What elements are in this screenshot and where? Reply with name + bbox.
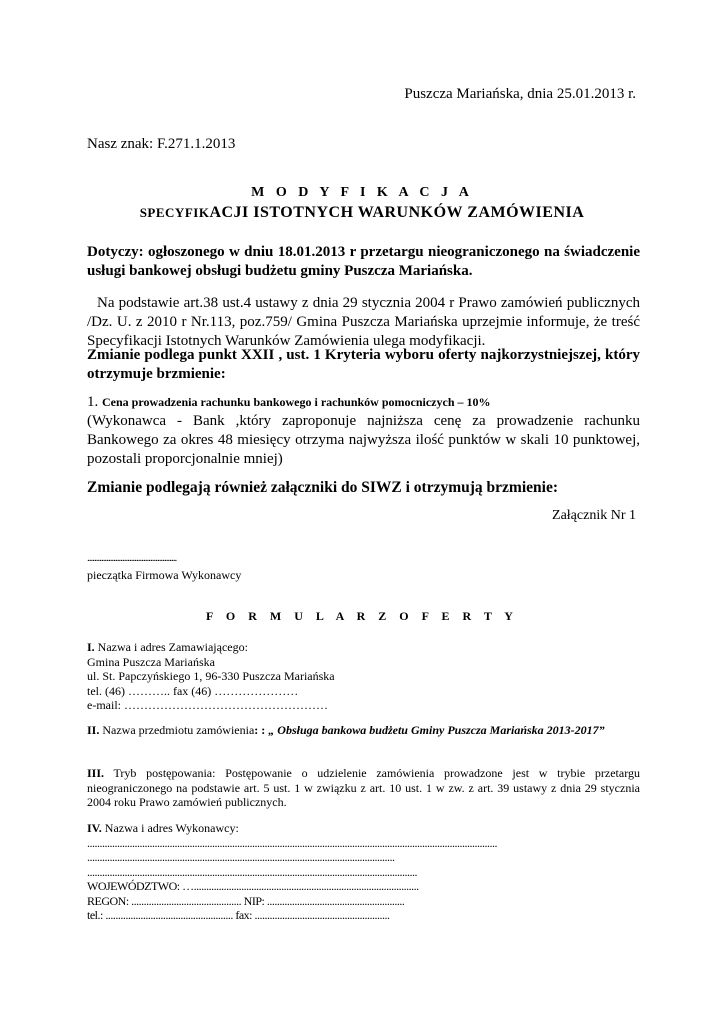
basis-text: Na podstawie art.38 ust.4 ustawy z dnia 29 stycznia 2004 r Prawo zamówień publicznych /Dz. U. z 2010 r Nr.113, poz.759/ Gmina Puszcza Mariańska uprzejmie informuje, że treść Specyfikacji Istotnych Warunków Zamówienia ulega modyfikacji. xyxy=(87,295,640,349)
section-2-separator: : : xyxy=(254,723,269,737)
criterion-title: Cena prowadzenia rachunku bankowego i rachunków pomocniczych – 10% xyxy=(102,395,491,409)
section-1-roman: I. xyxy=(87,640,95,654)
section-2-heading: Nazwa przedmiotu zamówienia xyxy=(99,723,255,737)
document-title: M O D Y F I K A C J A xyxy=(251,185,473,200)
place-and-date: Puszcza Mariańska, dnia 25.01.2013 r. xyxy=(404,86,636,102)
change-notice: Zmianie podlega punkt XXII , ust. 1 Kryteria wyboru oferty najkorzystniejszej, który otrzymuje brzmienie: xyxy=(87,347,640,382)
form-title: F O R M U L A R Z O F E R T Y xyxy=(206,609,518,623)
section-contractor xyxy=(87,821,640,923)
section-subject xyxy=(87,723,640,738)
criterion-number: 1. xyxy=(87,394,99,410)
contract-subject: „ Obsługa bankowa budżetu Gminy Puszcza Mariańska 2013-2017” xyxy=(268,723,605,737)
criterion-block xyxy=(87,393,640,469)
section-1-heading-text: Nazwa i adres Zamawiającego: xyxy=(94,640,248,654)
ordering-party-address: ul. St. Papczyńskiego 1, 96-330 Puszcza Mariańska xyxy=(87,669,335,683)
attachments-notice: Zmianie podlegają również załączniki do SIWZ i otrzymują brzmienie: xyxy=(87,479,558,496)
contractor-name-line-2: ........................................................................................................................... xyxy=(87,850,395,864)
section-1-heading xyxy=(87,640,640,655)
contractor-voivodeship: WOJEWÓDZTWO: ….......................................................................................... xyxy=(87,879,419,893)
section-4-heading-text: Nazwa i adres Wykonawcy: xyxy=(101,821,239,835)
ordering-party-name: Gmina Puszcza Mariańska xyxy=(87,654,215,669)
procedure-text: Tryb postępowania: Postępowanie o udzielenie zamówienia prowadzone jest w trybie przetargu nieograniczonego na podstawie art. 5 ust. 1 w związku z art. 10 ust. 1 w zw. z art. 39 ustawy z dnia 29 stycznia 2004 roku Prawo zamówień publicznych. xyxy=(87,766,640,809)
section-procedure xyxy=(87,766,640,810)
ordering-party-phone-fax: tel. (46) ……….. fax (46) ………………… xyxy=(87,683,299,698)
ordering-party-email: e-mail: …………………………………………… xyxy=(87,698,328,712)
stamp-dotted-line: ................................................... xyxy=(87,552,177,564)
section-4-roman: IV. xyxy=(87,821,102,835)
subtitle-main-part: ACJI ISTOTNYCH WARUNKÓW ZAMÓWIENIA xyxy=(209,204,585,221)
section-3-roman: III. xyxy=(87,766,105,780)
contractor-name-line-3: .................................................................................................................................... xyxy=(87,864,417,879)
criterion-description: (Wykonawca - Bank ,który zaproponuje najniższa cenę za prowadzenie rachunku Bankowego za okres 48 miesięcy otrzyma najwyższa ilość punktów w skali 10 punktowej, pozostali proporcjonalnie mniej) xyxy=(87,413,640,467)
contractor-regon-nip: REGON: ............................................ NIP: ....................................................... xyxy=(87,893,405,908)
annex-label: Załącznik Nr 1 xyxy=(552,508,636,523)
contractor-tel-fax: tel.: ................................................... fax: ...................................................... xyxy=(87,908,390,922)
subtitle-small-part: SPECYFIK xyxy=(139,205,210,220)
section-ordering-party xyxy=(87,640,640,713)
reference-number: Nasz znak: F.271.1.2013 xyxy=(87,136,236,152)
concerns-paragraph: Dotyczy: ogłoszonego w dniu 18.01.2013 r przetargu nieograniczonego na świadczenie usługi bankowej obsługi budżetu gminy Puszcza Mariańska. xyxy=(87,244,640,279)
stamp-label: pieczątka Firmowa Wykonawcy xyxy=(87,568,242,582)
document-subtitle xyxy=(0,204,724,222)
section-2-roman: II. xyxy=(87,723,100,737)
basis-paragraph xyxy=(87,294,640,351)
contractor-name-line-1: .................................................................................................................................................................... xyxy=(87,835,497,850)
section-4-heading xyxy=(87,821,640,836)
